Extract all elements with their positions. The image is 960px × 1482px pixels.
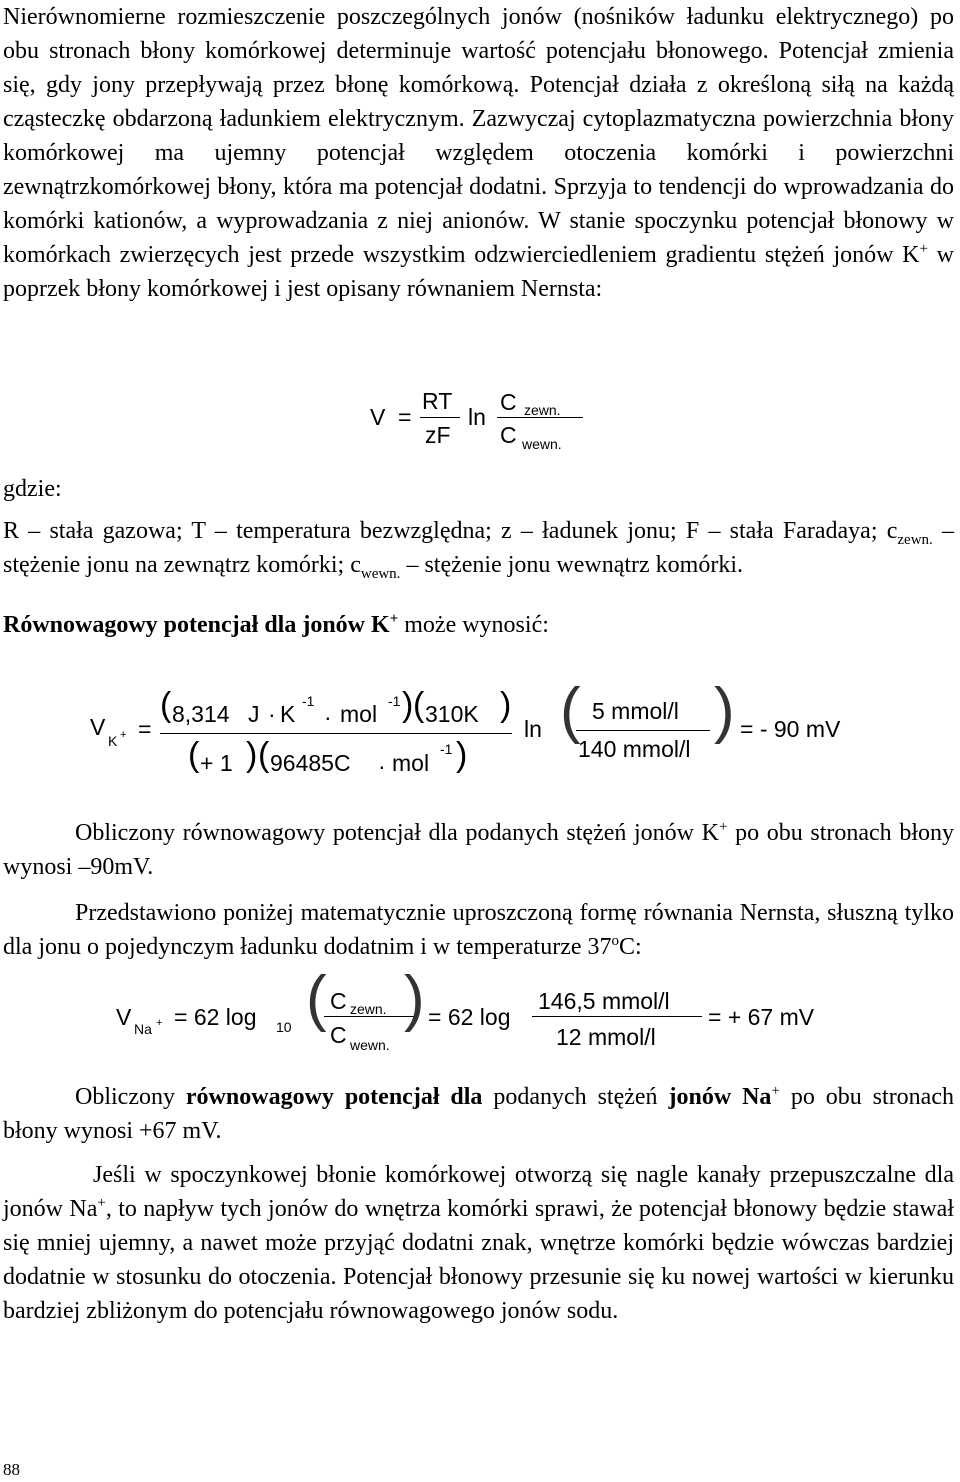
- simplified-nernst-paragraph: Przedstawiono poniżej matematycznie uproszczoną formę równania Nernsta, słuszną tylko dla jonu o pojedynczym ładunku dodatnim i w temperaturze 37$^o$C:: [3, 900, 954, 960]
- where-label: gdzie:: [3, 476, 62, 502]
- intro-paragraph: Nierównomierne rozmieszczenie poszczególnych jonów (nośników ładunku elektrycznego) po obu stronach błony komórkowej determinuje wartość potencjału błonowego. Potencjał zmienia się, gdy jony przepływają przez błonę komórkową. Potencjał działa z określoną siłą na każdą cząsteczkę obdarzoną ładunkiem elektrycznym. Zazwyczaj cytoplazmatyczna powierzchnia błony komórkowej ma ujemny potencjał względem otoczenia komórki i powierzchni zewnątrzkomórkowej błony, która ma potencjał dodatni. Sprzyja to tendencji do wprowadzania do komórki kationów, a wyprowadzania z niej anionów. W stanie spoczynku potencjał błonowy w komórkach zwierzęcych jest przede wszystkim odzwierciedleniem gradientu stężeń jonów K+ w poprzek błony komórkowej i jest opisany równaniem Nernsta:: [3, 4, 954, 302]
- page-number: 88: [3, 1460, 20, 1479]
- sodium-channels-paragraph: Jeśli w spoczynkowej błonie komórkowej otworzą się nagle kanały przepuszczalne dla jonów Na+, to napływ tych jonów do wnętrza komórki sprawi, że potencjał błonowy będzie stawał się mniej ujemny, a nawet może przyjąć dodatni znak, wnętrze komórki będzie wówczas bardziej dodatnie w stosunku do otoczenia. Potencjał błonowy przesunie się ku nowej wartości w kierunku bardziej zbliżonym do potencjału równowagowego jonów sodu.: [3, 1162, 954, 1324]
- symbol-legend: R – stała gazowa; T – temperatura bezwzględna; z – ładunek jonu; F – stała Faradaya; $c_{zewn.}$ – stężenie jonu na zewnątrz komórki; $c_{wewn.}$ – stężenie jonu wewnątrz komórki.: [3, 518, 955, 582]
- sodium-result-paragraph: Obliczony równowagowy potencjał dla podanych stężeń jonów Na+ po obu stronach błony wynosi +67 mV.: [3, 1083, 954, 1144]
- section-heading: Równowagowy potencjał dla jonów K+ może wynosić:: [3, 611, 549, 638]
- potassium-result-paragraph: Obliczony równowagowy potencjał dla podanych stężeń jonów K+ po obu stronach błony wynosi –90mV.: [3, 819, 954, 880]
- document-page: Nierównomierne rozmieszczenie poszczególnych jonów (nośników ładunku elektrycznego) po obu stronach błony komórkowej determinuje wartość potencjału błonowego. Potencjał zmienia się, gdy jony przepływają przez błonę komórkową. Potencjał działa z określoną siłą na każdą cząsteczkę obdarzoną ładunkiem elektrycznym. Zazwyczaj cytoplazmatyczna powierzchnia błony komórkowej ma ujemny potencjał względem otoczenia komórki i powierzchni zewnątrzkomórkowej błony, która ma potencjał dodatni. Sprzyja to tendencji do wprowadzania do komórki kationów, a wyprowadzania z niej anionów. W stanie spoczynku potencjał błonowy w komórkach zwierzęcych jest przede wszystkim odzwierciedleniem gradientu stężeń jonów K+ w poprzek błony komórkowej i jest opisany równaniem Nernsta: V = RT zF ln C zewn. C wewn. gdzie: R – stała gazowa; T – temperatura bezwzględna; z – ładunek jonu; F – stała Faradaya; $c_{zewn.}$ – stężenie jonu na zewnątrz komórki; $c_{wewn.}$ – stężenie jonu wewnątrz komórki. Równowagowy potencjał dla jonów K+ może wynosić: V K + = ( 8,314 J · K -1 · mol -1 ) ( 310K ) ( + 1 ) ( 96485C · mol -1 ) ln ( 5 mmol/l 140 mmol/l ) = - 90 mV Obliczony równowagowy potencjał dla podanych stężeń jonów K+ po obu stronach błony wynosi –90mV. Przedstawiono poniżej matematycznie uproszczoną formę równania Nernsta, słuszną tylko dla jonu o pojedynczym ładunku dodatnim i w temperaturze 37$^o$C: V Na + = 62 log 10 ( C zewn. C wewn. ) = 62 log 146,5 mmol/l 12 mmol/l = + 67 mV Obliczony równowagowy potencjał dla podanych stężeń jonów Na+ po obu stronach błony wynosi +67 mV. Jeśli w spoczynkowej błonie komórkowej otworzą się nagle kanały przepuszczalne dla jonów Na+, to napływ tych jonów do wnętrza komórki sprawi, że potencjał błonowy będzie stawał się mniej ujemny, a nawet może przyjąć dodatni znak, wnętrze komórki będzie wówczas bardziej dodatnie w stosunku do otoczenia. Potencjał błonowy przesunie się ku nowej wartości w kierunku bardziej zbliżonym do potencjału równowagowego jonów sodu. 88: [0, 0, 960, 1482]
